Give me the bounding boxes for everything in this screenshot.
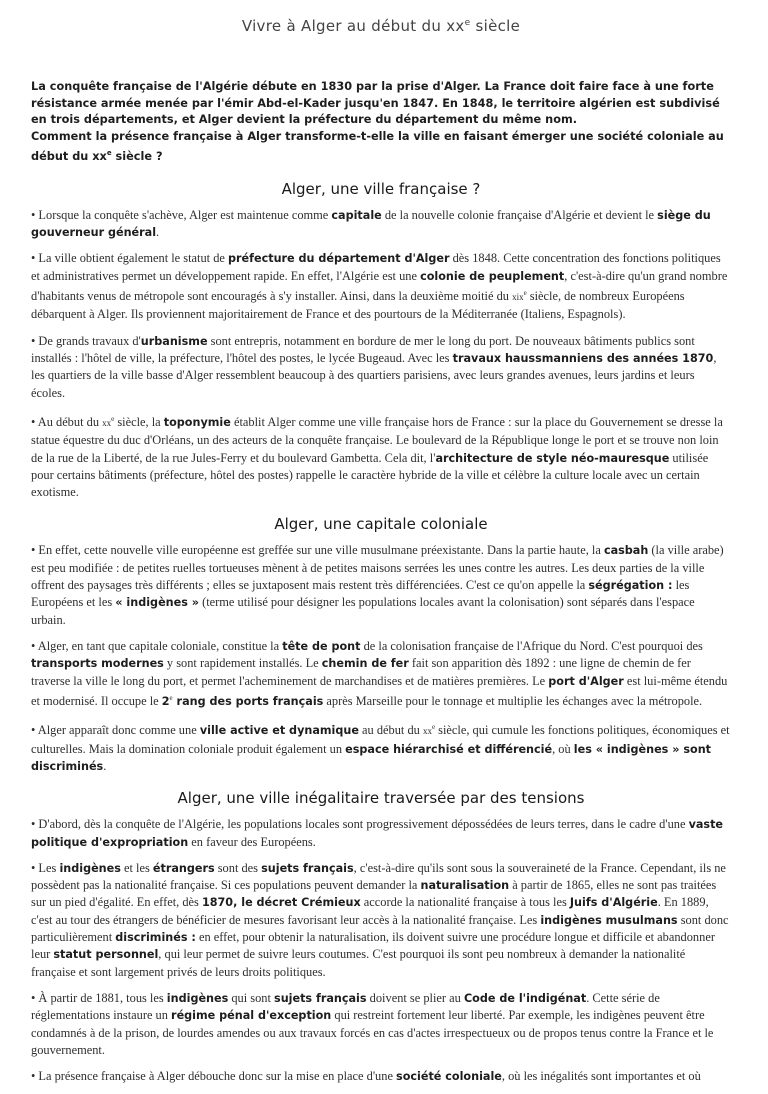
paragraph-text: après Marseille pour le tonnage et multiplie les échanges avec la métropole.: [323, 693, 703, 708]
paragraph: [31, 542, 731, 628]
paragraph-text: y sont rapidement installés. Le: [163, 656, 322, 671]
paragraph-text: en faveur des Européens.: [188, 834, 316, 849]
paragraph-text: siècle, la: [114, 414, 164, 429]
bold-term: travaux haussmanniens des années 1870: [452, 351, 714, 365]
bold-term: port d'Alger: [548, 674, 624, 688]
paragraph-text: de la colonisation française de l'Afrique du Nord. C'est pourquoi des: [360, 638, 703, 653]
paragraph-text: accorde la nationalité française à tous les: [360, 895, 570, 910]
bold-term: chemin de fer: [321, 657, 409, 671]
paragraph-text: • Alger apparaît donc comme une: [31, 723, 200, 738]
paragraph-text: dès 1848. Cette concentration des fonctions politiques et administratives permet un développement rapide. En effet, l'Algérie est une: [31, 251, 721, 283]
paragraph-text: xx: [102, 417, 112, 428]
superscript: e: [431, 723, 436, 732]
bold-term: siège du gouverneur général: [31, 208, 711, 240]
bold-term: statut personnel: [53, 948, 159, 962]
bold-term: indigènes musulmans: [540, 913, 678, 927]
bold-term: toponymie: [163, 415, 231, 429]
section-heading-capitale-coloniale: Alger, une capitale coloniale: [274, 515, 488, 534]
paragraph-text: siècle, de nombreux Européens débarquent à Alger. Ils proviennent majoritairement de France et des pourtours de la Méditerranée (Italiens, Espagnols).: [31, 289, 685, 322]
bold-term: discriminés :: [115, 931, 196, 945]
paragraph-text: . Cette série de réglementations instaure un: [31, 990, 660, 1023]
bold-term: casbah: [603, 544, 649, 558]
bold-term: sujets français: [261, 861, 354, 875]
paragraph-text: • La présence française à Alger débouche donc sur la mise en place d'une: [31, 1069, 397, 1084]
paragraph-text: . En 1889, c'est au tour des étrangers de bénéficier de mesures favorisant leur accès à la nationalité française. Les: [31, 895, 709, 927]
bold-term: indigènes: [59, 861, 121, 875]
bold-term: ville active et dynamique: [199, 724, 359, 738]
bold-term: « indigènes »: [115, 596, 199, 610]
paragraph-text: • Au début du: [31, 414, 103, 429]
paragraph-text: à partir de 1865, elles ne sont pas traitées sur un pied d'égalité. En effet, dès: [31, 878, 717, 910]
paragraph-text: , c'est-à-dire qu'ils sont sous la souveraineté de la France. Cependant, ils ne possèdent pas la nationalité française. Si ces populations peuvent demander la: [31, 860, 726, 893]
paragraph: [31, 333, 731, 402]
bold-term: rang des ports français: [172, 694, 324, 708]
problem-question: Comment la présence française à Alger transforme-t-elle la ville en faisant émerger une société coloniale au début du xx: [31, 129, 724, 164]
paragraph-text: au début du: [358, 723, 423, 738]
bold-term: sujets français: [274, 991, 367, 1005]
paragraph: [31, 1068, 731, 1085]
paragraph-text: fait son apparition dès 1892 : une ligne de chemin de fer traverse la ville le long du port, et permet l'acheminement de marchandises et de matières premières. Le: [31, 656, 691, 688]
paragraph: [31, 860, 731, 981]
paragraph-text: siècle, qui cumule les fonctions politiques, économiques et culturelles. Mais la domination coloniale produit également un: [31, 723, 730, 756]
paragraph-text: • De grands travaux d': [31, 333, 141, 348]
question-superscript: e: [106, 149, 112, 158]
bold-term: préfecture du département d'Alger: [228, 252, 450, 266]
bold-term: 1870, le décret Crémieux: [201, 896, 361, 910]
bold-term: naturalisation: [420, 879, 510, 893]
bold-term: transports modernes: [31, 657, 164, 671]
bold-term: architecture de style néo-mauresque: [435, 451, 670, 465]
paragraph-text: sont donc particulièrement: [31, 912, 729, 945]
section-heading-ville-francaise: Alger, une ville française ?: [281, 179, 481, 198]
paragraph: [31, 250, 731, 323]
paragraph-text: • D'abord, dès la conquête de l'Algérie, les populations locales sont progressivement dépossédées de leurs terres, dans le cadre d'une: [31, 817, 689, 832]
paragraph-text: et les: [120, 860, 153, 875]
superscript: e: [111, 414, 115, 423]
document-page: [31, 0, 731, 1094]
paragraph-text: (terme utilisé pour désigner les populations locales avant la colonisation) sont séparés dans l'espace urbain.: [31, 595, 695, 627]
paragraph-text: sont des: [214, 860, 262, 875]
bold-term: société coloniale: [396, 1070, 502, 1084]
paragraph-text: est lui-même étendu et modernisé. Il occupe le: [31, 673, 728, 708]
paragraph-text: , où: [552, 741, 574, 756]
paragraph-text: doivent se plier au: [366, 990, 464, 1005]
superscript: e: [523, 288, 527, 297]
paragraph: [31, 411, 731, 502]
intro-block: [31, 79, 731, 166]
title-text: Vivre à Alger au début du xx: [241, 17, 465, 35]
paragraph-text: • Les: [31, 860, 60, 875]
paragraph: [31, 990, 731, 1059]
page-title: [31, 12, 731, 37]
paragraph: [31, 207, 731, 242]
paragraph-text: sont entrepris, notamment en bordure de mer le long du port. De nouveaux bâtiments publics sont installés : l'hôtel de ville, la préfecture, l'hôtel des postes, le lycée Bugeaud. Avec les: [31, 333, 695, 365]
bold-term: urbanisme: [140, 334, 208, 348]
bold-term: colonie de peuplement: [420, 269, 565, 283]
paragraph-text: établit Alger comme une ville française hors de France : sur la place du Gouvernement se dresse la statue équestre du duc d'Orléans, un des acteurs de la conquête française. Le boulevard de la République longe le port et se trouve non loin de la rue de la Liberté, de la rue Jules-Ferry et du boulevard Gambetta. Cela dit, l': [31, 414, 723, 465]
paragraph-text: .: [156, 225, 160, 240]
bold-term: indigènes: [166, 991, 229, 1005]
bold-term: vaste politique d'expropriation: [31, 818, 723, 849]
paragraph-text: , où les inégalités sont importantes et où: [501, 1069, 701, 1084]
bold-term: espace hiérarchisé et différencié: [345, 742, 553, 756]
paragraph-text: • À partir de 1881, tous les: [31, 990, 167, 1005]
paragraph-text: (la ville arabe) est peu modifiée : de petites ruelles tortueuses mènent à de petites maisons serrées les unes contre les autres. Les deux parties de la ville offrent des paysages très différents ; elles se juxtaposent mais restent très différenciées. C'est ce qu'on appelle la: [31, 543, 724, 593]
paragraph: [31, 719, 731, 775]
paragraph-text: de la nouvelle colonie française d'Algérie et devient le: [381, 207, 658, 222]
intro-text: La conquête française de l'Algérie débute en 1830 par la prise d'Alger. La France doit faire face à une forte résistance armée menée par l'émir Abd-el-Kader jusqu'en 1847. En 1848, le territoire algérien est subdivisé en trois départements, et Alger devient la préfecture du département du même nom.: [31, 80, 720, 127]
bold-term: 2: [161, 694, 170, 708]
paragraph-text: qui restreint fortement leur liberté. Par exemple, les indigènes peuvent être condamnés à de la prison, de lourdes amendes ou aux travaux forcés en cas d'actes irrespectueux ou de propos tenus contre la France et le gouvernement.: [31, 1008, 714, 1057]
bold-term: étrangers: [152, 861, 215, 875]
paragraph-text: utilisée pour certains bâtiments (préfecture, hôtel des postes) rappelle le caractère hybride de la ville et célèbre la culture locale avec un certain exotisme.: [31, 450, 709, 500]
paragraph-text: qui sont: [228, 990, 275, 1005]
bold-term: Juifs d'Algérie: [569, 896, 658, 910]
problem-question-end: siècle ?: [111, 150, 163, 164]
bold-term: capitale: [331, 208, 382, 222]
bold-term: tête de pont: [282, 639, 361, 653]
paragraph-text: .: [103, 758, 107, 773]
section-heading-ville-inegalitaire: Alger, une ville inégalitaire traversée par des tensions: [177, 789, 585, 808]
paragraph-text: , les quartiers de la ville basse d'Alger ressemblent beaucoup à des quartiers parisiens, avec leurs grandes avenues, leurs jardins et leurs écoles.: [31, 350, 717, 400]
paragraph-text: xix: [512, 292, 524, 303]
paragraph-text: les Européens et les: [31, 578, 690, 610]
paragraph-text: , qui leur permet de suivre leurs coutumes. C'est pourquoi ils sont peu nombreux à demander la nationalité française et sont largement privés de leurs droits politiques.: [31, 947, 686, 979]
paragraph: [31, 816, 731, 851]
bold-term: Code de l'indigénat: [463, 991, 587, 1005]
bold-term: régime pénal d'exception: [171, 1009, 332, 1023]
paragraph: [31, 638, 731, 710]
paragraph-text: • La ville obtient également le statut de: [31, 251, 229, 266]
title-text-end: siècle: [470, 17, 521, 35]
paragraph-text: en effet, pour obtenir la naturalisation, ils doivent suivre une procédure longue et difficile et abandonner leur: [31, 930, 715, 962]
paragraph-text: , c'est-à-dire qu'un grand nombre d'habitants venus de métropole sont encouragés à s'y installer. Ainsi, dans la deuxième moitié du: [31, 268, 728, 304]
title-superscript: e: [464, 18, 471, 28]
bold-term: ségrégation :: [588, 579, 673, 593]
paragraph-text: • Alger, en tant que capitale coloniale, constitue la: [31, 638, 283, 653]
paragraph-text: • Lorsque la conquête s'achève, Alger est maintenue comme: [31, 207, 332, 222]
paragraph-text: • En effet, cette nouvelle ville européenne est greffée sur une ville musulmane préexistante. Dans la partie haute, la: [31, 543, 604, 558]
bold-term: les « indigènes » sont discriminés: [31, 742, 712, 773]
superscript: e: [169, 693, 173, 702]
paragraph-text: xx: [422, 726, 432, 737]
